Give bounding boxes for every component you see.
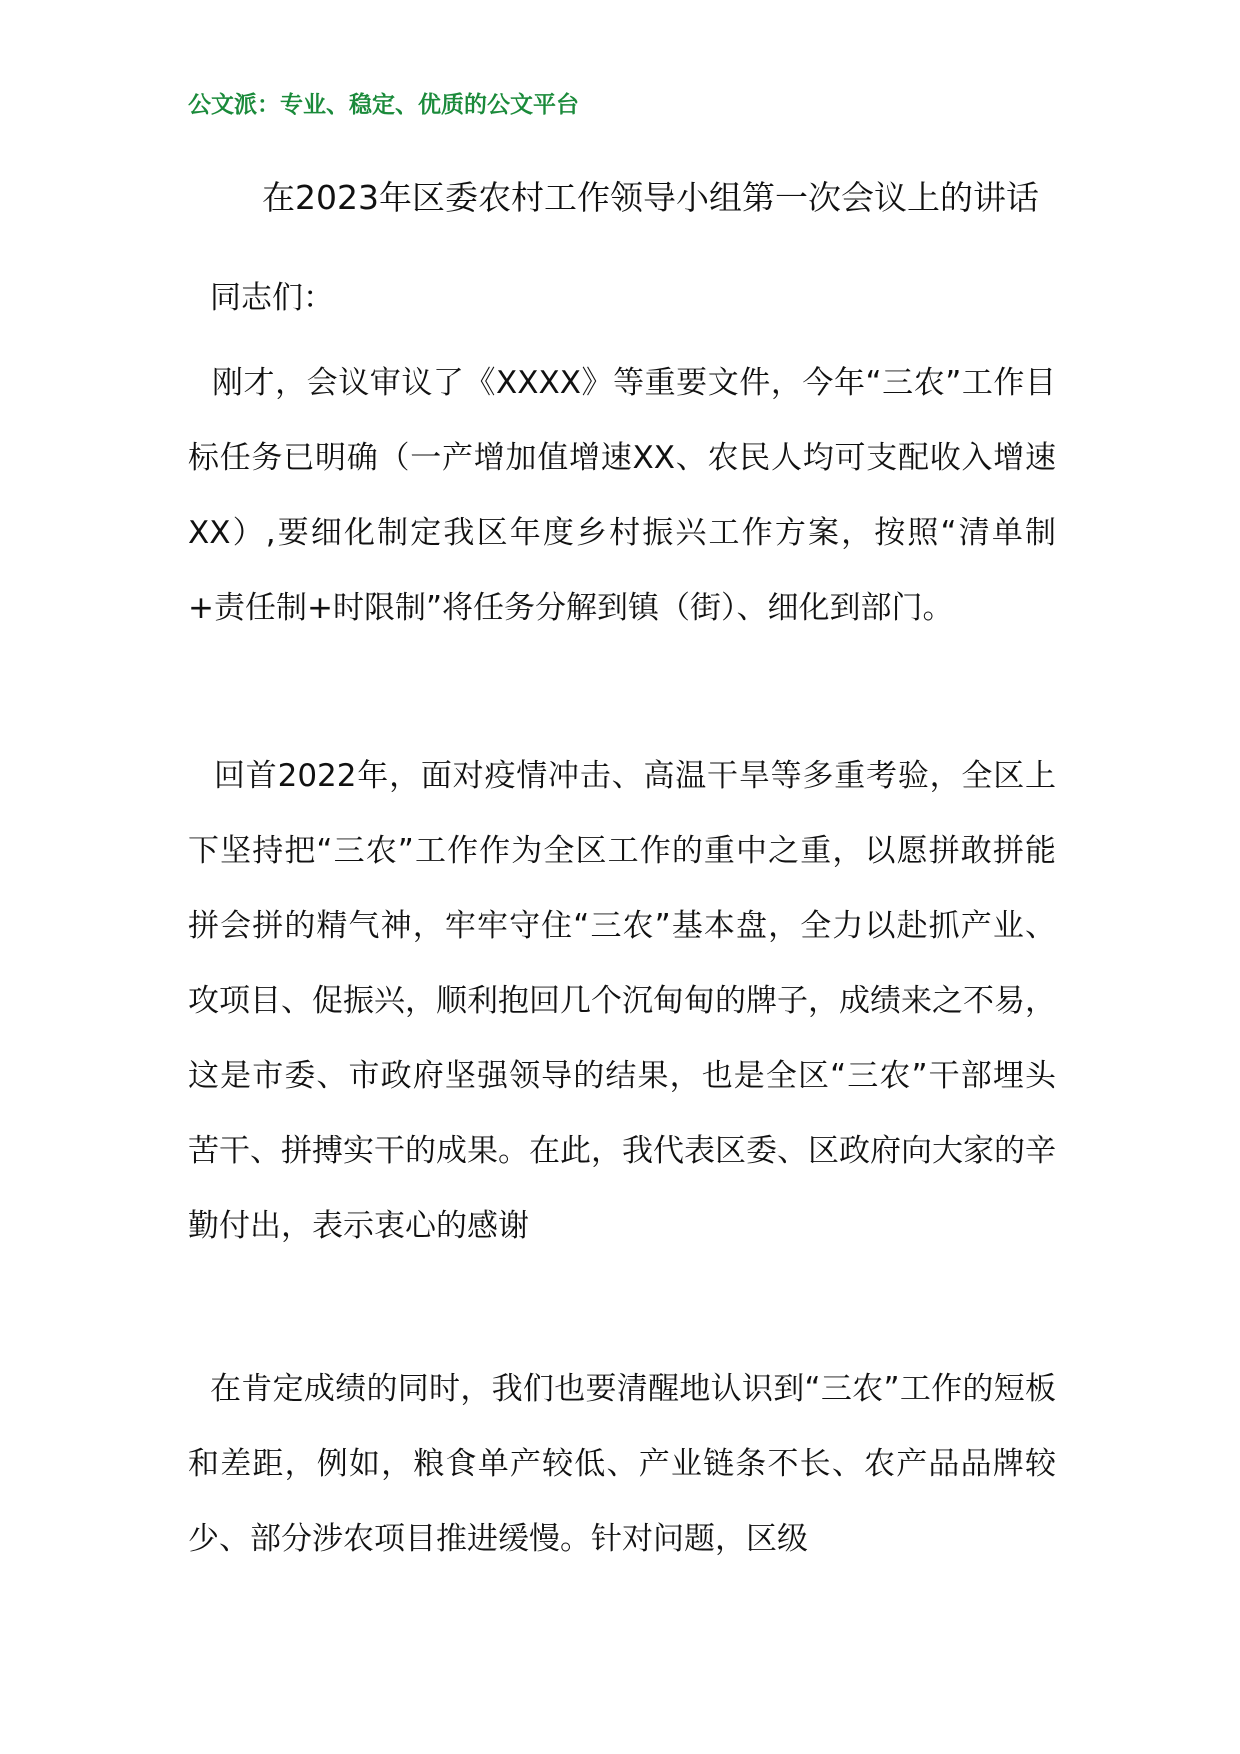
paragraph-1: 刚才，会议审议了《XXXX》等重要文件，今年“三农”工作目标任务已明确（一产增加值增速XX、农民人均可支配收入增速XX）,要细化制定我区年度乡村振兴工作方案，按照“清单制+责任制+时限制”将任务分解到镇（街）、细化到部门。 (188, 365, 1056, 626)
paragraph-3: 在肯定成绩的同时，我们也要清醒地认识到“三农”工作的短板和差距，例如，粮食单产较低、产业链条不长、农产品品牌较少、部分涉农项目推进缓慢。针对问题，区级 (188, 1371, 1056, 1557)
paragraph-2: 回首2022年，面对疫情冲击、高温干旱等多重考验，全区上下坚持把“三农”工作作为全区工作的重中之重，以愿拼敢拼能拼会拼的精气神，牢牢守住“三农”基本盘，全力以赴抓产业、攻项目、促振兴，顺利抱回几个沉甸甸的牌子，成绩来之不易，这是市委、市政府坚强领导的结果，也是全区“三农”干部埋头苦干、拼搏实干的成果。在此，我代表区委、区政府向大家的辛勤付出，表示衷心的感谢 (188, 758, 1056, 1244)
greeting: 同志们： (210, 280, 334, 316)
document-title: 在2023年区委农村工作领导小组第一次会议上的讲话 (262, 178, 1039, 217)
platform-header: 公文派：专业、稳定、优质的公文平台 (188, 91, 579, 118)
